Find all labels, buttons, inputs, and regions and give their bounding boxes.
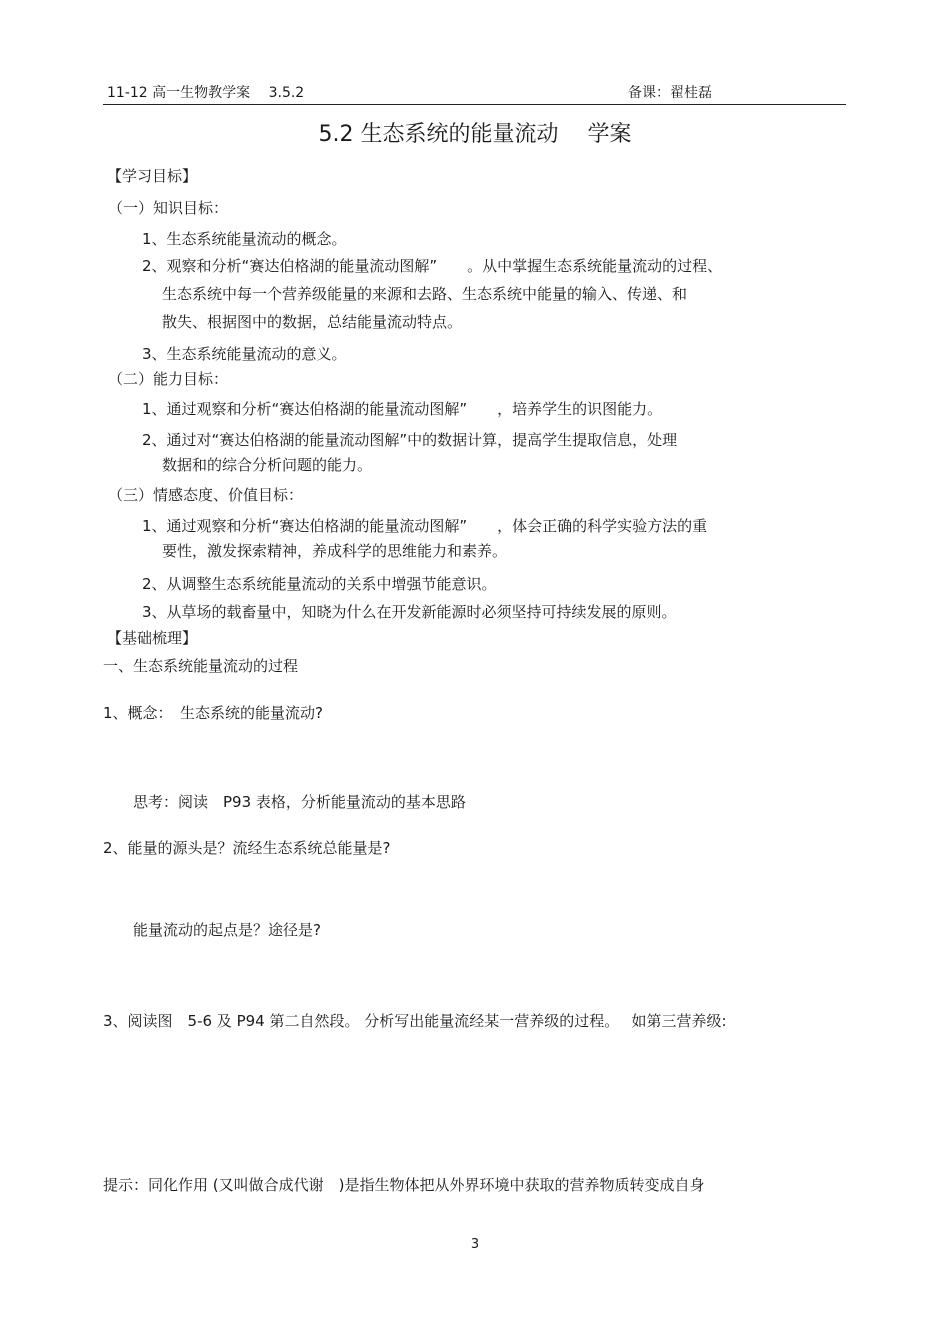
ability-item-2-line-1: 2、通过对“赛达伯格湖的能量流动图解”中的数据计算，提高学生提取信息，处理: [142, 431, 678, 449]
think-prompt: 思考：阅读 P93 表格，分析能量流动的基本思路: [133, 793, 466, 811]
emotion-item-1-line-2: 要性，激发探索精神，养成科学的思维能力和素养。: [162, 542, 508, 560]
question-1: 1、概念： 生态系统的能量流动?: [103, 704, 324, 722]
emotion-item-3: 3、从草场的载畜量中，知晓为什么在开发新能源时必须坚持可持续发展的原则。: [142, 603, 677, 621]
question-2: 2、能量的源头是？流经生态系统总能量是?: [103, 839, 391, 857]
header-right: 备课：翟桂磊: [628, 85, 712, 101]
emotion-label: （三）情感态度、价值目标：: [108, 486, 304, 504]
ability-item-2-line-2: 数据和的综合分析问题的能力。: [162, 456, 373, 474]
knowledge-item-2-line-2: 生态系统中每一个营养级能量的来源和去路、生态系统中能量的输入、传递、和: [162, 285, 688, 303]
page-number: 3: [470, 1237, 480, 1252]
knowledge-label: （一）知识目标：: [108, 199, 229, 217]
question-3: 3、阅读图 5-6 及 P94 第二自然段。 分析写出能量流经某一营养级的过程。 如第三营养级:: [103, 1012, 727, 1030]
objectives-heading: 【学习目标】: [107, 167, 198, 185]
knowledge-item-1: 1、生态系统能量流动的概念。: [142, 230, 347, 248]
knowledge-item-3: 3、生态系统能量流动的意义。: [142, 345, 347, 363]
hint-text: 提示：同化作用 (又叫做合成代谢 )是指生物体把从外界环境中获取的营养物质转变成自身: [103, 1176, 705, 1194]
basics-heading: 【基础梳理】: [107, 629, 198, 647]
page-title: 5.2 生态系统的能量流动 学案: [318, 122, 632, 147]
header-divider: [103, 104, 846, 105]
section-1-title: 一、生态系统能量流动的过程: [103, 657, 299, 675]
ability-item-1: 1、通过观察和分析“赛达伯格湖的能量流动图解” ，培养学生的识图能力。: [142, 400, 663, 418]
question-2b: 能量流动的起点是？途径是?: [133, 921, 321, 939]
knowledge-item-2-line-1: 2、观察和分析“赛达伯格湖的能量流动图解” 。从中掌握生态系统能量流动的过程、: [142, 257, 723, 275]
knowledge-item-2-line-3: 散失、根据图中的数据，总结能量流动特点。: [162, 313, 463, 331]
ability-label: （二）能力目标：: [108, 370, 229, 388]
emotion-item-1-line-1: 1、通过观察和分析“赛达伯格湖的能量流动图解” ，体会正确的科学实验方法的重: [142, 517, 708, 535]
header-left: 11-12 高一生物教学案 3.5.2: [107, 85, 305, 101]
emotion-item-2: 2、从调整生态系统能量流动的关系中增强节能意识。: [142, 575, 497, 593]
